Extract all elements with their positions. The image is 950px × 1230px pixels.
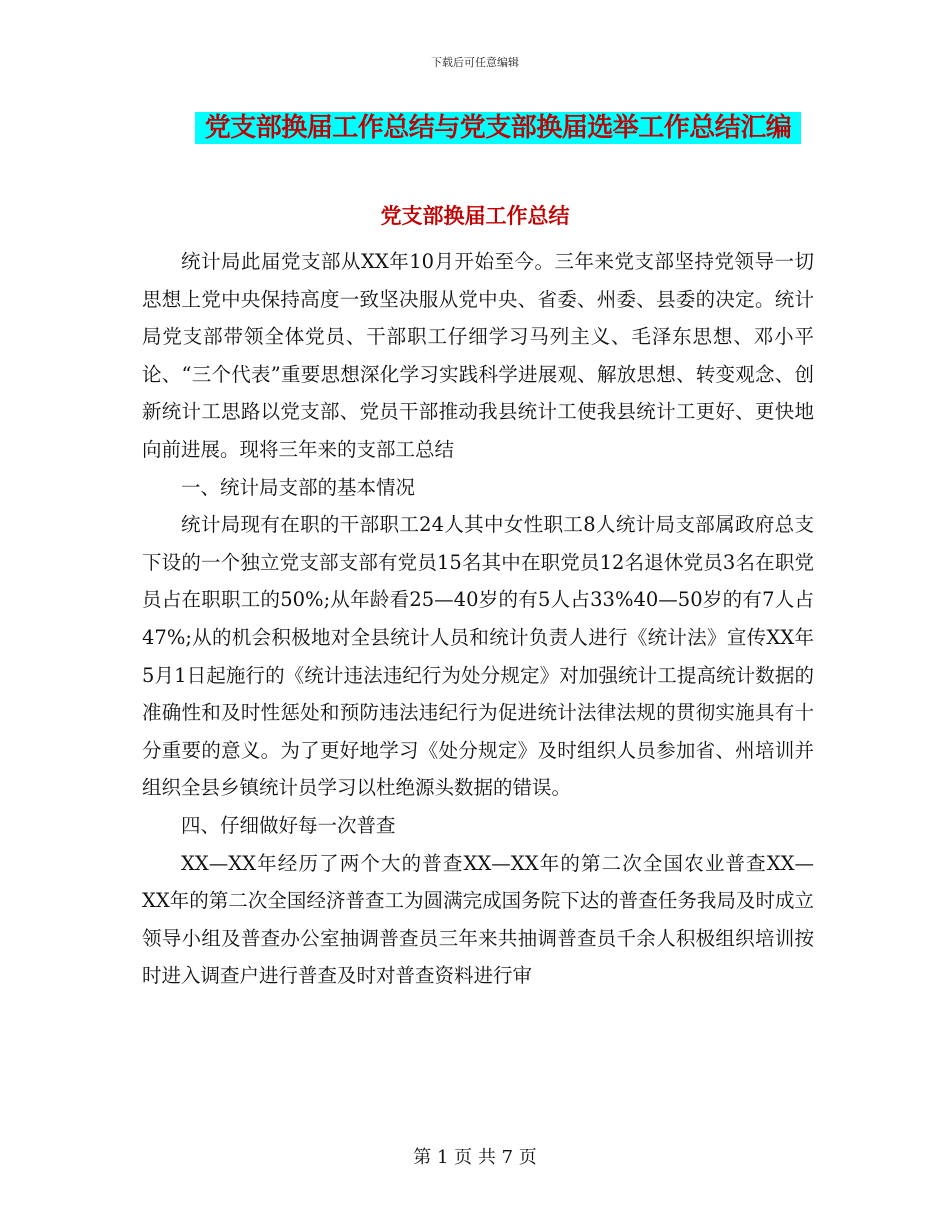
- paragraph-census: XX—XX年经历了两个大的普查XX—XX年的第二次全国农业普查XX—XX年的第二次全国经济普查工为圆满完成国务院下达的普查任务我局及时成立领导小组及普查办公室抽调普查员三年来共抽调普查员千余人积极组织培训按时进入调查户进行普查及时对普查资料进行审: [142, 851, 814, 988]
- section-title: 党支部换届工作总结: [380, 203, 570, 228]
- heading-basic-situation: 一、统计局支部的基本情况: [181, 475, 416, 499]
- header-note: 下载后可任意编辑: [431, 56, 519, 69]
- document-title: 党支部换届工作总结与党支部换届选举工作总结汇编: [195, 112, 801, 144]
- paragraph-intro: 统计局此届党支部从XX年10月开始至今。三年来党支部坚持党领导一切思想上党中央保持高度一致坚决服从党中央、省委、州委、县委的决定。统计局党支部带领全体党员、干部职工仔细学习马列主义、毛泽东思想、邓小平论、“三个代表”重要思想深化学习实践科学进展观、解放思想、转变观念、创新统计工思路以党支部、党员干部推动我县统计工使我县统计工更好、更快地向前进展。现将三年来的支部工总结: [142, 250, 814, 461]
- paragraph-basic-situation: 统计局现有在职的干部职工24人其中女性职工8人统计局支部属政府总支下设的一个独立党支部支部有党员15名其中在职党员12名退休党员3名在职党员占在职职工的50%;从年龄看25—40岁的有5人占33%40—50岁的有7人占47%;从的机会积极地对全县统计人员和统计负责人进行《统计法》宣传XX年5月1日起施行的《统计违法违纪行为处分规定》对加强统计工提高统计数据的准确性和及时性惩处和预防违法违纪行为促进统计法律法规的贯彻实施具有十分重要的意义。为了更好地学习《处分规定》及时组织人员参加省、州培训并组织全县乡镇统计员学习以杜绝源头数据的错误。: [142, 513, 814, 800]
- document-body: [142, 243, 814, 995]
- page-number: 第 1 页 共 7 页: [413, 1147, 537, 1168]
- heading-census: 四、仔细做好每一次普查: [181, 813, 396, 837]
